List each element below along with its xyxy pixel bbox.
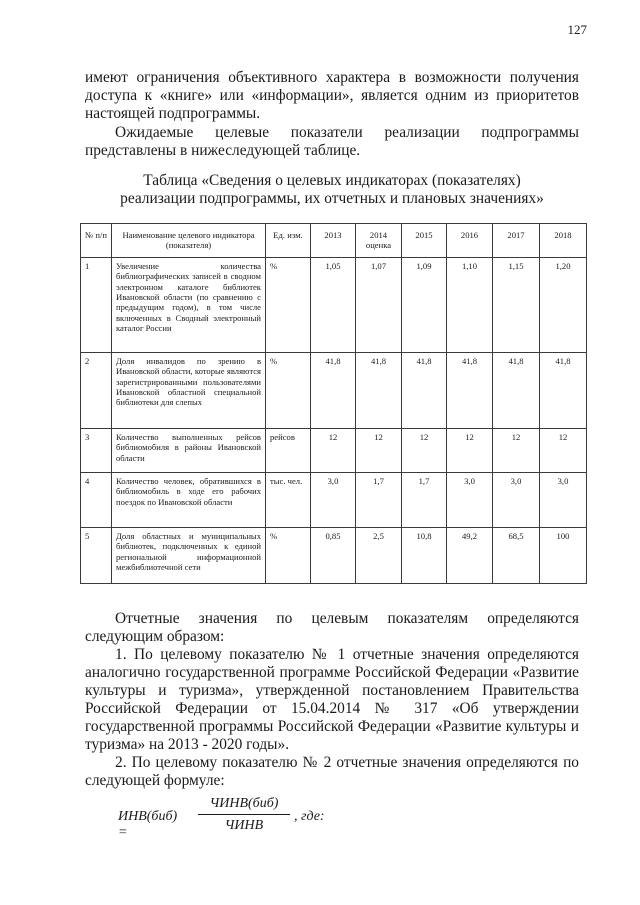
text-line: следующей формуле: (85, 772, 225, 789)
table-row (81, 472, 587, 527)
text-line: имеют ограничения объективного характера в возможности получения (85, 69, 579, 86)
table-row (81, 352, 587, 428)
value: 1,20 (540, 257, 587, 352)
formula-denominator: ЧИНВ (224, 818, 264, 833)
value: 41,8 (493, 352, 540, 428)
value: 12 (540, 428, 587, 472)
value: 41,8 (356, 352, 402, 428)
text-line: государственной программы Российской Федерации «Развитие культуры и (85, 718, 579, 735)
header-year: 2018 (540, 224, 587, 258)
table-caption (85, 172, 579, 208)
caption-line: реализации подпрограммы, их отчетных и плановых значениях» (120, 190, 544, 207)
value: 3,0 (540, 472, 587, 527)
text-line: настоящей подпрограммы. (85, 105, 261, 122)
item-1-paragraph (85, 646, 579, 754)
value: 0,85 (311, 527, 356, 583)
target-indicators-table (80, 223, 587, 584)
text-line: туризма» на 2013 - 2020 годы». (85, 736, 290, 753)
table-row (81, 257, 587, 352)
value: 1,09 (402, 257, 447, 352)
indicator-name: Доля областных и муниципальных библиотек, подключенных к единой региональной информационной межбиблиотечной сети (112, 527, 266, 583)
value: 3,0 (493, 472, 540, 527)
value: 12 (493, 428, 540, 472)
header-unit: Ед. изм. (266, 224, 311, 258)
text-line: 1. По целевому показателю № 1 отчетные значения определяются (115, 646, 579, 663)
header-year: 2014 оценка (356, 224, 402, 258)
expected-paragraph (85, 124, 579, 160)
text-line: представлены в нижеследующей таблице. (85, 142, 361, 159)
value: 1,7 (402, 472, 447, 527)
value: 49,2 (447, 527, 493, 583)
value: 3,0 (447, 472, 493, 527)
value: 12 (311, 428, 356, 472)
value: 68,5 (493, 527, 540, 583)
indicator-name: Количество человек, обратившихся в библиомобиль в ходе его рабочих поездок по Ивановской области (112, 472, 266, 527)
value: 41,8 (540, 352, 587, 428)
value: 12 (402, 428, 447, 472)
formula-numerator: ЧИНВ(биб) (198, 796, 290, 815)
value: 12 (356, 428, 402, 472)
unit: рейсов (266, 428, 311, 472)
text-line: Российской Федерации от 15.04.2014 № 317 «Об утверждении (85, 700, 579, 717)
value: 100 (540, 527, 587, 583)
value: 3,0 (311, 472, 356, 527)
unit: % (266, 257, 311, 352)
header-year: 2015 (402, 224, 447, 258)
value: 2,5 (356, 527, 402, 583)
value: 41,8 (447, 352, 493, 428)
intro-paragraph (85, 69, 579, 123)
unit: % (266, 527, 311, 583)
table-header-row (81, 224, 587, 258)
indicator-name: Увеличение количества библиографических записей в сводном электронном каталоге библиотек Ивановской области (по сравнению с предыдущим годом), в том числе включенных в Сводный электронный каталог России (112, 257, 266, 352)
header-year: 2017 (493, 224, 540, 258)
caption-line: Таблица «Сведения о целевых индикаторах (показателях) (143, 172, 521, 189)
value: 41,8 (402, 352, 447, 428)
value: 10,8 (402, 527, 447, 583)
text-line: 2. По целевому показателю № 2 отчетные значения определяются по (115, 754, 579, 771)
row-num: 2 (81, 352, 112, 428)
text-line: доступа к «книге» или «информации», является одним из приоритетов (85, 87, 579, 104)
table-row (81, 428, 587, 472)
header-name: Наименование целевого индикатора (показателя) (112, 224, 266, 258)
text-line: следующим образом: (85, 628, 225, 645)
row-num: 4 (81, 472, 112, 527)
item-2-paragraph (85, 754, 579, 790)
row-num: 1 (81, 257, 112, 352)
text-line: аналогично государственной программе Российской Федерации «Развитие (85, 664, 579, 681)
value: 41,8 (311, 352, 356, 428)
formula-suffix: , где: (294, 809, 325, 824)
unit: % (266, 352, 311, 428)
formula-lhs: ИНВ(биб) = (118, 809, 178, 840)
value: 1,15 (493, 257, 540, 352)
unit: тыс. чел. (266, 472, 311, 527)
text-line: культуры и туризма», утвержденной постановлением Правительства (85, 682, 579, 699)
header-num: № п/п (81, 224, 112, 258)
value: 1,10 (447, 257, 493, 352)
indicator-name: Доля инвалидов по зрению в Ивановской области, которые являются зарегистрированными пользователями Ивановской областной специальной библиотеки для слепых (112, 352, 266, 428)
text-line: Отчетные значения по целевым показателям определяются (115, 610, 579, 627)
row-num: 5 (81, 527, 112, 583)
row-num: 3 (81, 428, 112, 472)
indicator-name: Количество выполненных рейсов библиомобиля в районы Ивановской области (112, 428, 266, 472)
value: 12 (447, 428, 493, 472)
header-year: 2016 (447, 224, 493, 258)
page-number: 127 (567, 22, 587, 37)
table-row (81, 527, 587, 583)
header-year: 2013 (311, 224, 356, 258)
formula-fraction (198, 796, 290, 834)
value: 1,7 (356, 472, 402, 527)
report-paragraph (85, 610, 579, 646)
text-line: Ожидаемые целевые показатели реализации подпрограммы (115, 124, 579, 141)
value: 1,05 (311, 257, 356, 352)
value: 1,07 (356, 257, 402, 352)
